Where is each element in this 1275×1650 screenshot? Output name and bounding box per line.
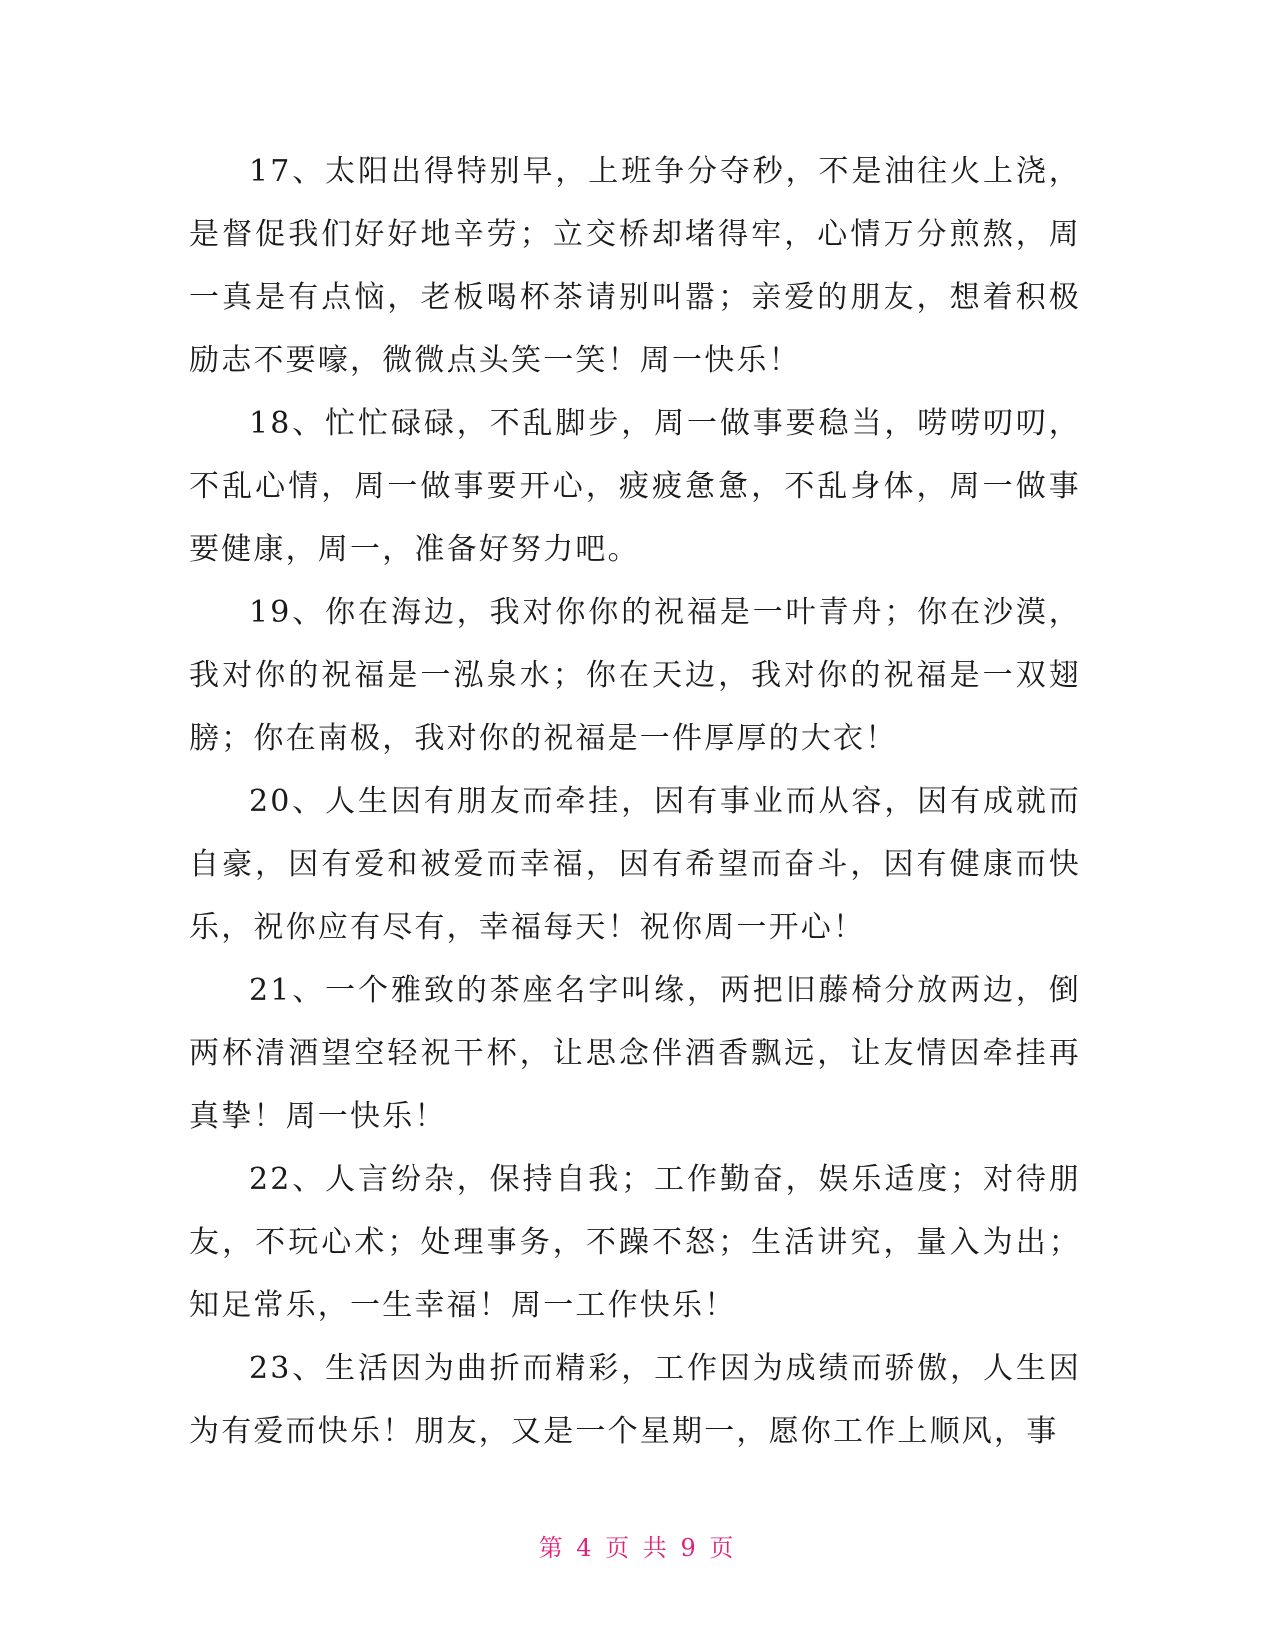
page-number-footer: 第 4 页 共 9 页	[538, 1534, 737, 1562]
paragraph-22: 22、人言纷杂，保持自我；工作勤奋，娱乐适度；对待朋友，不玩心术；处理事务，不躁不怒；生活讲究，量入为出；知足常乐，一生幸福！周一工作快乐！	[189, 1162, 1081, 1323]
paragraph-18: 18、忙忙碌碌，不乱脚步，周一做事要稳当，唠唠叨叨，不乱心情，周一做事要开心，疲疲惫惫，不乱身体，周一做事要健康，周一，准备好努力吧。	[189, 406, 1081, 567]
paragraph-19: 19、你在海边，我对你你的祝福是一叶青舟；你在沙漠，我对你的祝福是一泓泉水；你在天边，我对你的祝福是一双翅膀；你在南极，我对你的祝福是一件厚厚的大衣！	[189, 595, 1081, 756]
paragraph-21: 21、一个雅致的茶座名字叫缘，两把旧藤椅分放两边，倒两杯清酒望空轻祝干杯，让思念伴酒香飘远，让友情因牵挂再真挚！周一快乐！	[189, 973, 1081, 1134]
document-body	[189, 140, 1081, 1463]
paragraph-23: 23、生活因为曲折而精彩，工作因为成绩而骄傲，人生因为有爱而快乐！朋友，又是一个星期一，愿你工作上顺风，事	[189, 1351, 1081, 1449]
paragraph-17: 17、太阳出得特别早，上班争分夺秒，不是油往火上浇，是督促我们好好地辛劳；立交桥却堵得牢，心情万分煎熬，周一真是有点恼，老板喝杯茶请别叫嚣；亲爱的朋友，想着积极励志不要嚎，微微点头笑一笑！周一快乐！	[189, 154, 1081, 378]
paragraph-20: 20、人生因有朋友而牵挂，因有事业而从容，因有成就而自豪，因有爱和被爱而幸福，因有希望而奋斗，因有健康而快乐，祝你应有尽有，幸福每天！祝你周一开心！	[189, 784, 1081, 945]
